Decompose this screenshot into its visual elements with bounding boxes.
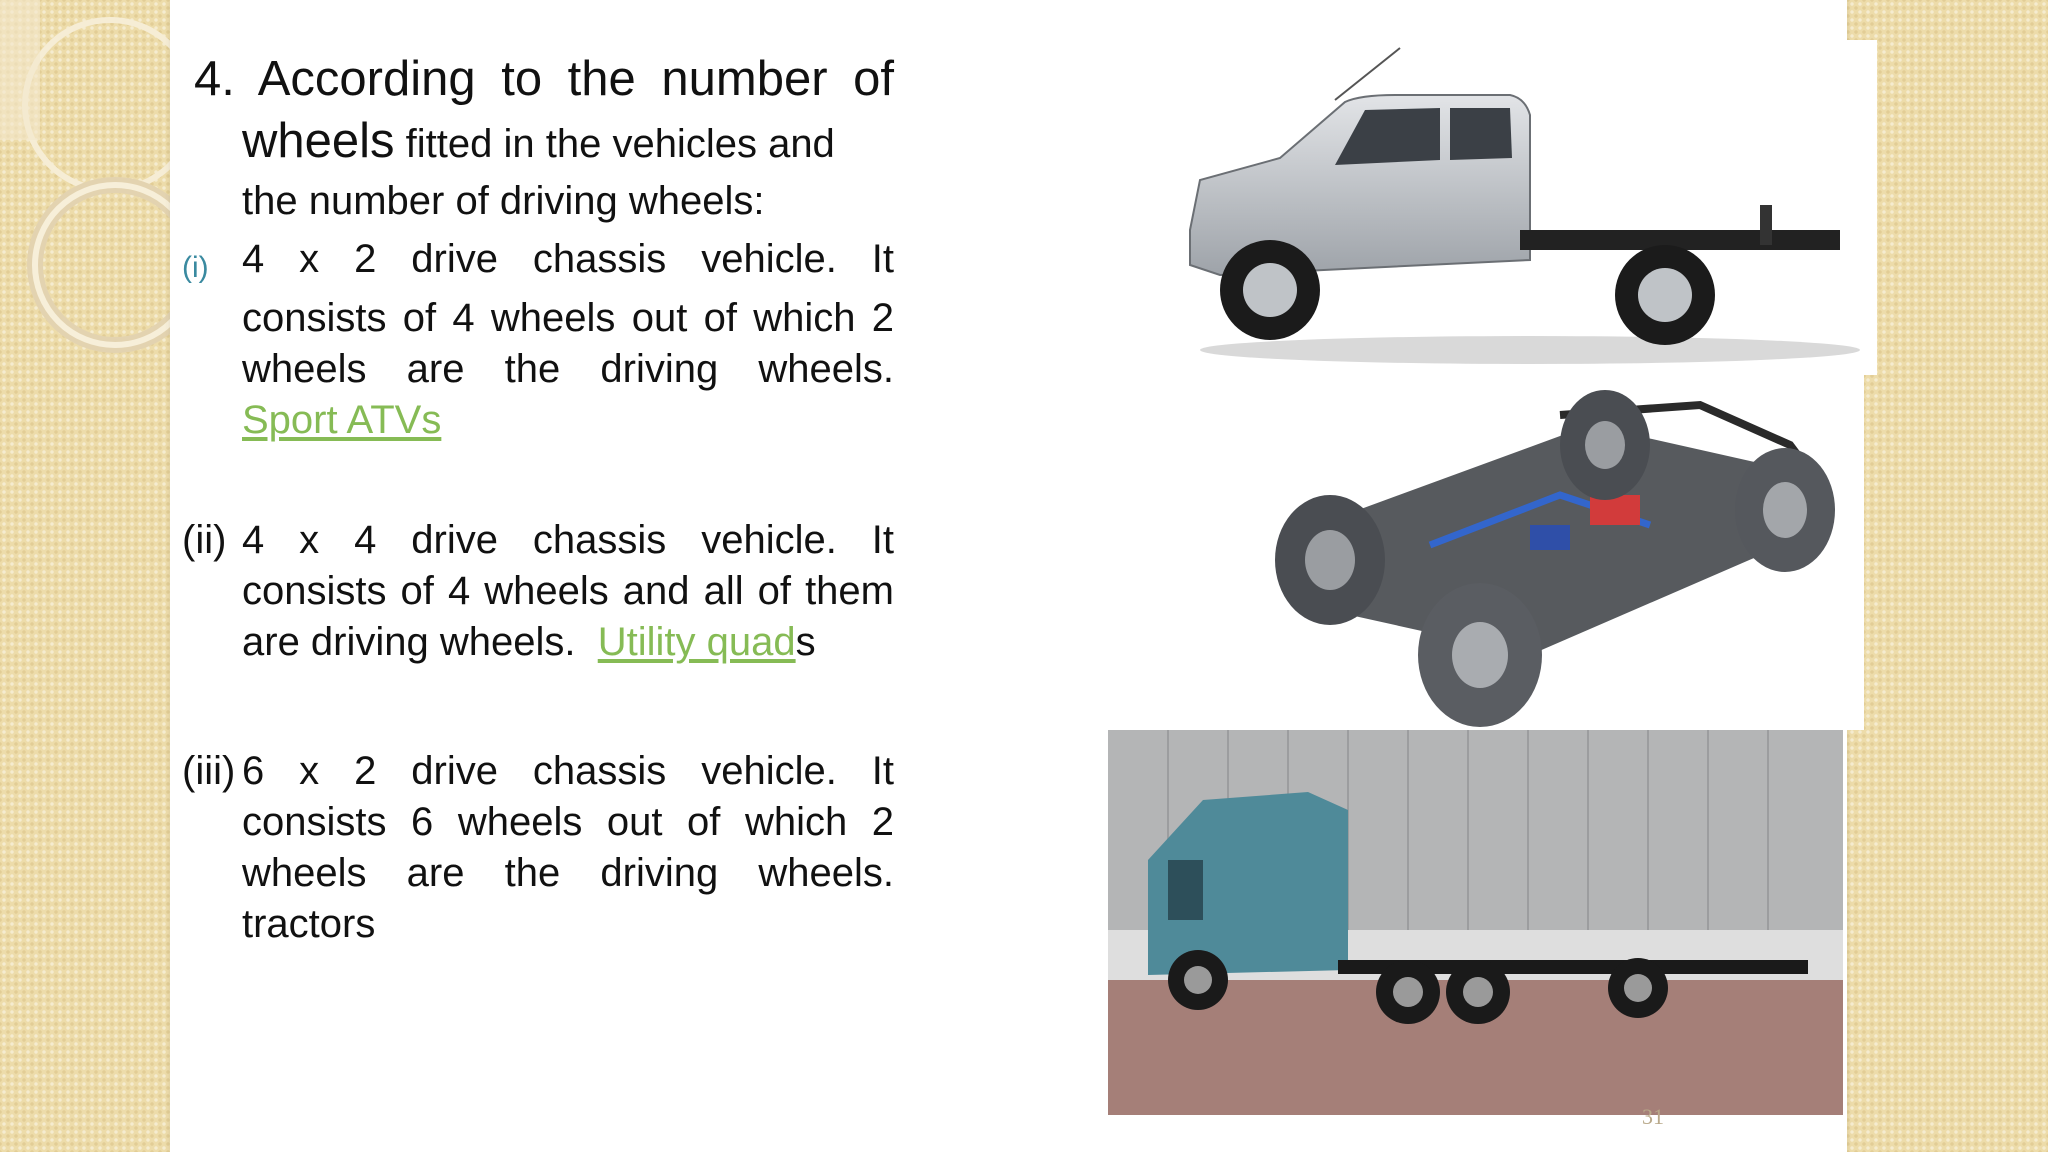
page-number: 31 [1642, 1104, 1664, 1129]
heading-line-1: 4. According to the number of [194, 52, 894, 106]
atv-chassis-image [1230, 375, 1864, 730]
slide-content [170, 0, 1847, 1152]
list-item-text: s [795, 620, 816, 664]
sport-atvs-link[interactable]: Sport ATVs [242, 398, 442, 442]
list-item-line: 4 x 2 drive chassis vehicle. It [242, 237, 894, 281]
list-item-line [242, 620, 816, 664]
list-item-line: wheels are the driving wheels. [242, 851, 894, 895]
list-item-line: 4 x 4 drive chassis vehicle. It [242, 518, 894, 562]
heading-wheels-word: wheels [242, 114, 395, 168]
heading-line-3: the number of driving wheels: [242, 179, 765, 223]
list-marker: (ii) [182, 518, 227, 562]
heading-line-2-rest: fitted in the vehicles and [394, 122, 835, 166]
list-item-line: consists of 4 wheels and all of them [242, 569, 894, 613]
list-item-text: are driving wheels. [242, 620, 598, 664]
list-item-line: 6 x 2 drive chassis vehicle. It [242, 749, 894, 793]
list-item-line: consists of 4 wheels out of which 2 [242, 296, 894, 340]
list-item-2 [182, 515, 894, 668]
list-item-line: wheels are the driving wheels. [242, 347, 894, 391]
list-item-line: consists 6 wheels out of which 2 [242, 800, 894, 844]
utility-quad-link[interactable]: Utility quad [597, 620, 796, 664]
pickup-truck-image [1160, 40, 1877, 375]
list-item-line: tractors [242, 902, 376, 946]
slide-heading [194, 48, 894, 227]
list-item-3 [182, 746, 894, 950]
truck-chassis-image [1108, 730, 1843, 1115]
list-marker: (iii) [182, 749, 236, 793]
list-marker: (i) [182, 251, 209, 284]
heading-line-2 [194, 110, 894, 175]
list-item-1 [182, 234, 894, 446]
